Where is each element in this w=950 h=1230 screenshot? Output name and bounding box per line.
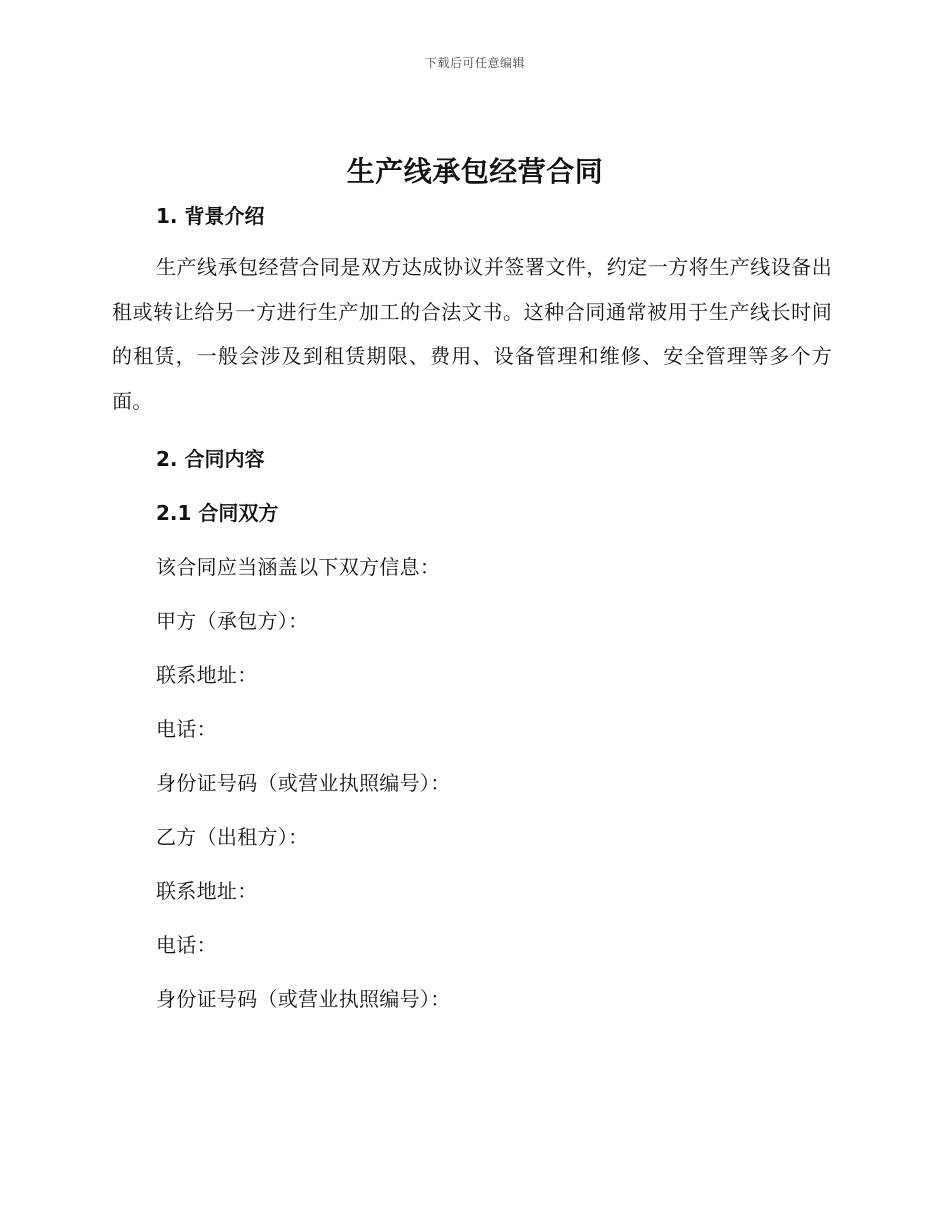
party-a-address: 联系地址： [156,663,258,687]
party-b-id: 身份证号码（或营业执照编号）： [156,987,451,1011]
party-a-id: 身份证号码（或营业执照编号）： [156,771,451,795]
party-b-address: 联系地址： [156,879,258,903]
party-a-phone: 电话： [156,717,217,741]
subsection-heading-parties: 2.1 合同双方 [156,501,279,525]
party-b-phone: 电话： [156,933,217,957]
background-paragraph: 生产线承包经营合同是双方达成协议并签署文件，约定一方将生产线设备出租或转让给另一方进行生产加工的合法文书。这种合同通常被用于生产线长时间的租赁，一般会涉及到租赁期限、费用、设备管理和维修、安全管理等多个方面。 [112,255,832,414]
section-heading-background: 1. 背景介绍 [156,204,265,228]
section-heading-content: 2. 合同内容 [156,447,265,471]
parties-intro: 该合同应当涵盖以下双方信息： [156,555,441,579]
party-a-label: 甲方（承包方）： [156,609,309,633]
document-title: 生产线承包经营合同 [346,155,604,188]
header-note: 下载后可任意编辑 [424,56,525,70]
party-b-label: 乙方（出租方）： [156,825,309,849]
